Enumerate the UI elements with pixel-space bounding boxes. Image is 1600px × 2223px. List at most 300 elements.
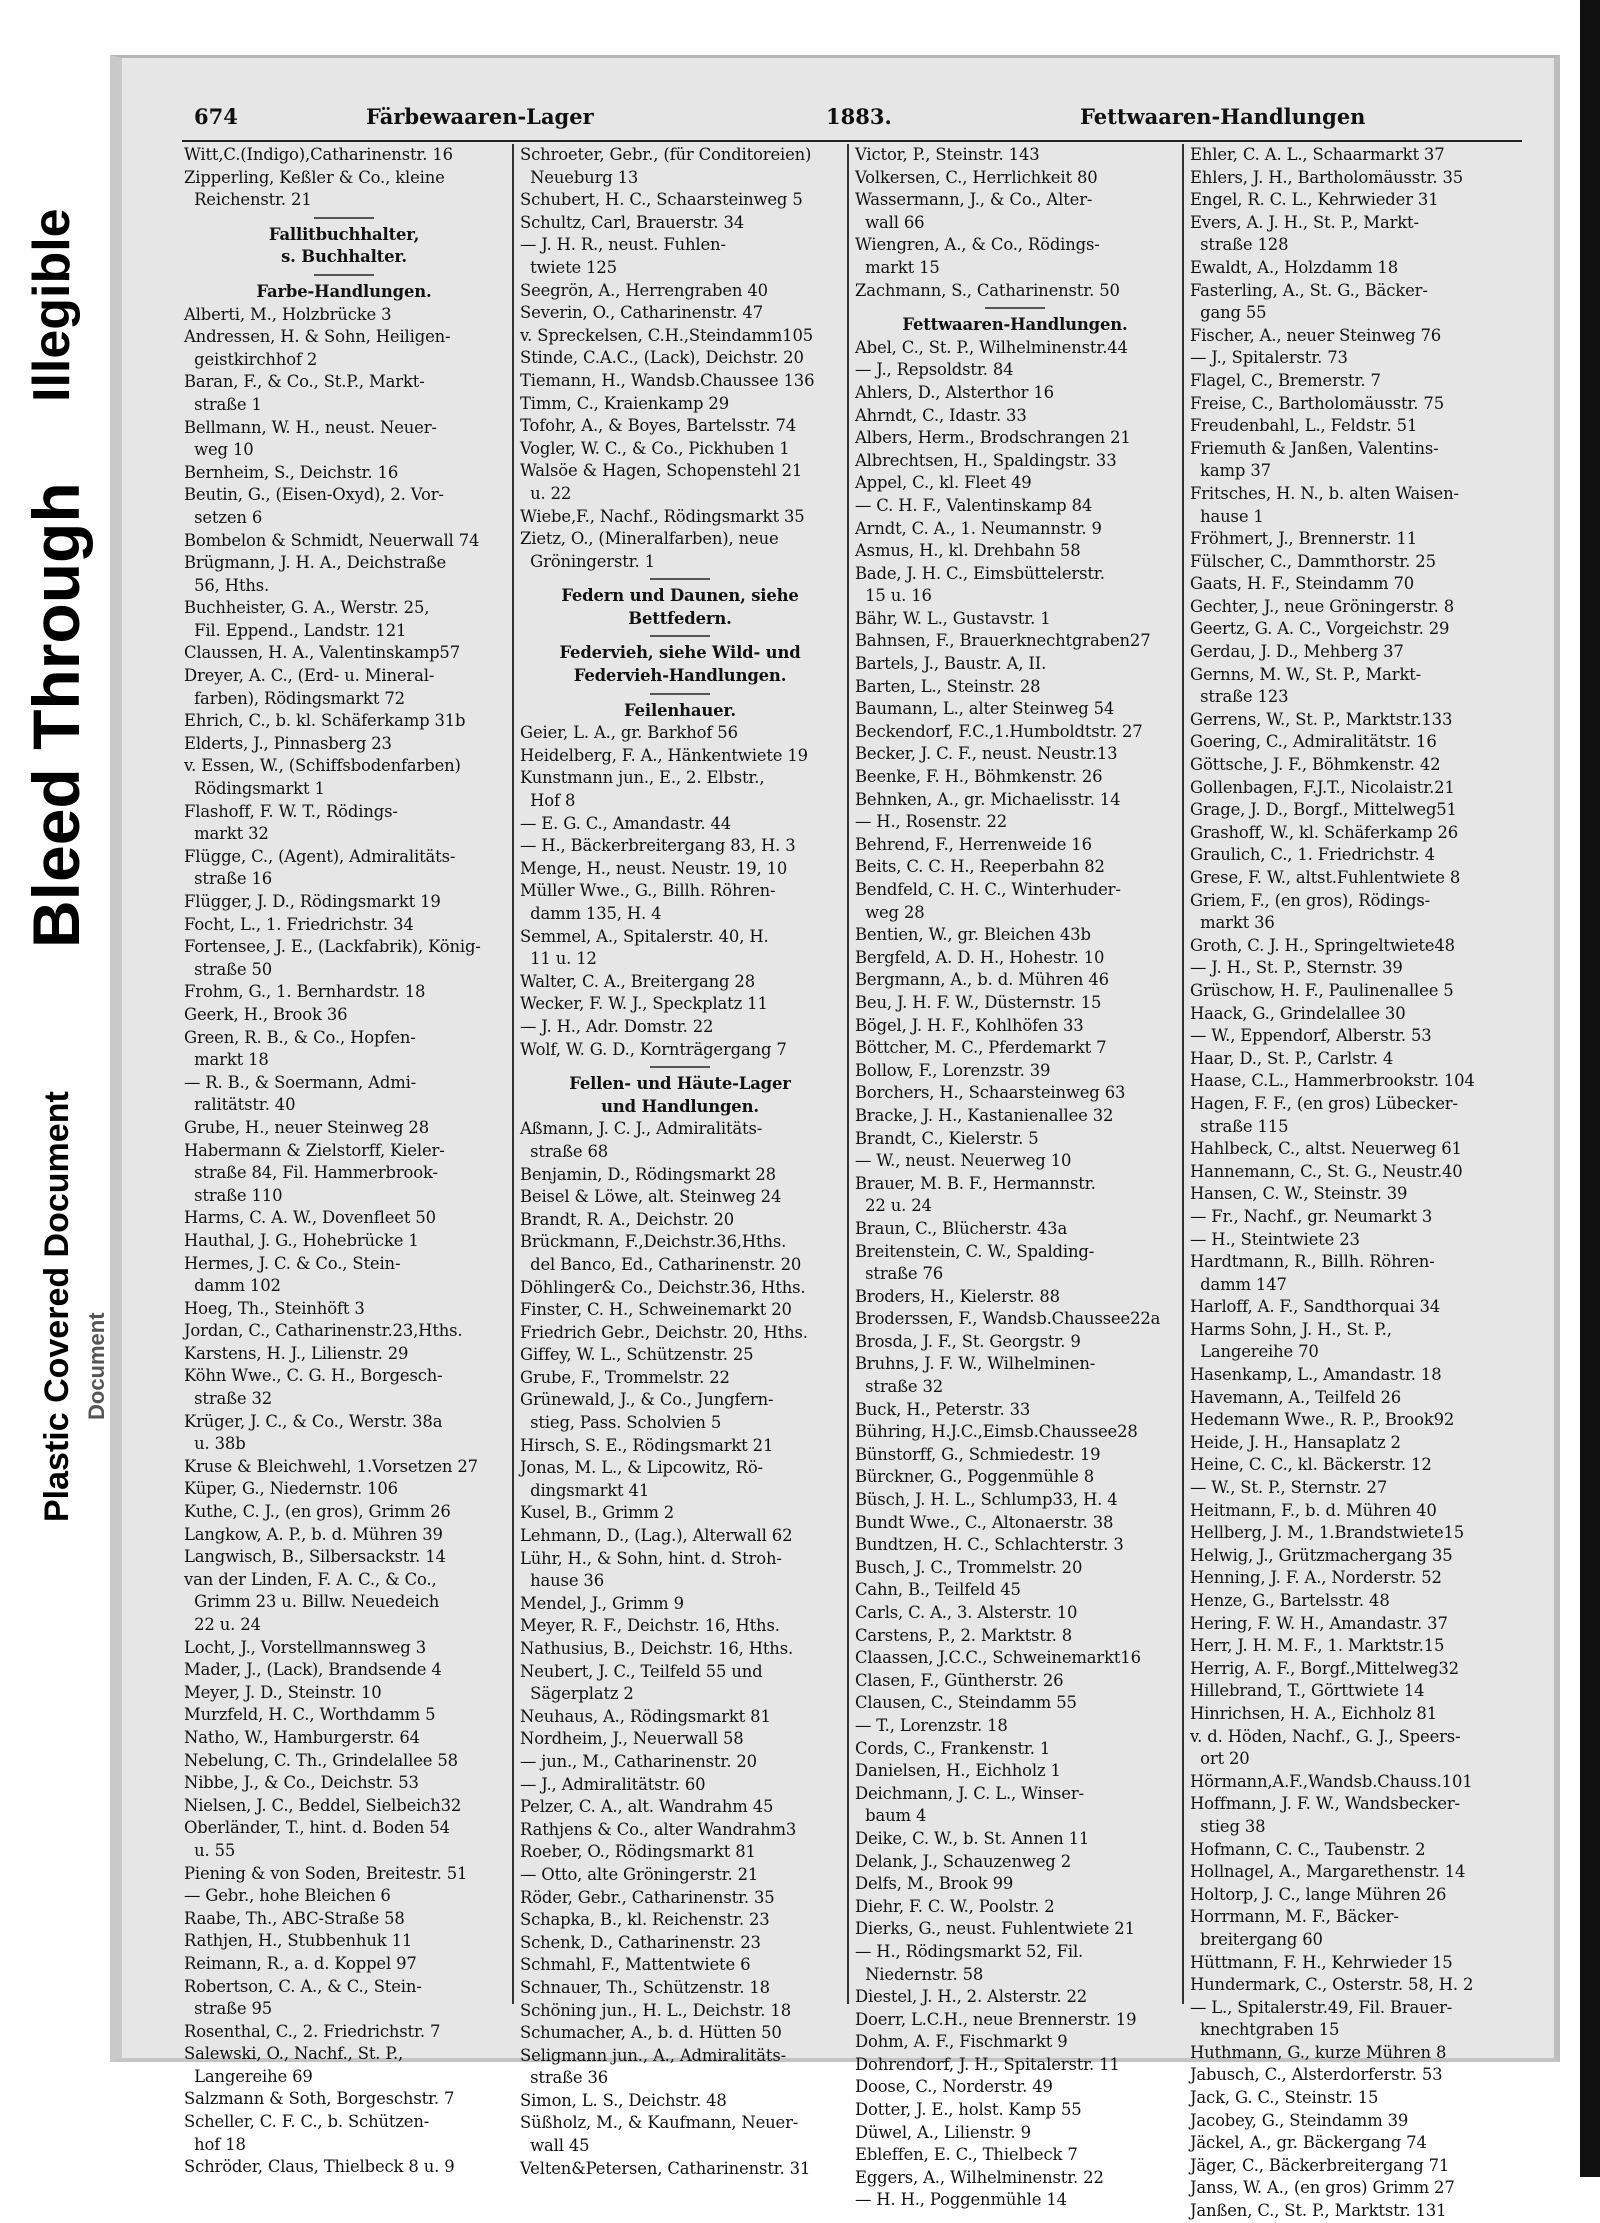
directory-entry: — J. H., Adr. Domstr. 22 (520, 1016, 714, 1036)
directory-entry: Brandt, R. A., Deichstr. 20 (520, 1209, 735, 1229)
directory-entry: Walter, C. A., Breitergang 28 (520, 971, 755, 991)
directory-entry: knechtgraben 15 (1190, 2020, 1340, 2040)
directory-entry: Brosda, J. F., St. Georgstr. 9 (855, 1331, 1081, 1351)
directory-entry: 22 u. 24 (184, 1615, 261, 1634)
directory-entry: Jordan, C., Catharinenstr.23,Hths. (184, 1321, 463, 1341)
directory-entry: Borchers, H., Schaarsteinweg 63 (855, 1083, 1126, 1103)
directory-entry: Bürckner, G., Poggenmühle 8 (855, 1467, 1095, 1487)
directory-entry: Schapka, B., kl. Reichenstr. 23 (520, 1910, 770, 1930)
directory-entry: Fülscher, C., Dammthorstr. 25 (1190, 551, 1436, 571)
directory-entry: Albers, Herm., Brodschrangen 21 (855, 428, 1131, 448)
directory-entry: Broders, H., Kielerstr. 88 (855, 1286, 1060, 1306)
directory-entry: Nathusius, B., Deichstr. 16, Hths. (520, 1639, 794, 1658)
directory-entry: Jonas, M. L., & Lipcowitz, Rö- (520, 1458, 763, 1478)
directory-entry: u. 55 (184, 1840, 236, 1860)
directory-entry: Grimm 23 u. Billw. Neuedeich (184, 1592, 440, 1612)
directory-entry: Salewski, O., Nachf., St. P., (184, 2044, 404, 2064)
directory-entry: v. d. Höden, Nachf., G. J., Speers- (1190, 1726, 1461, 1746)
directory-entry: Deike, C. W., b. St. Annen 11 (855, 1828, 1090, 1848)
header-rule (182, 140, 1522, 142)
directory-entry: straße 50 (184, 959, 273, 979)
directory-entry: Ewaldt, A., Holzdamm 18 (1190, 257, 1398, 277)
directory-entry: Andressen, H. & Sohn, Heiligen- (184, 327, 451, 347)
directory-entry: markt 15 (855, 257, 940, 277)
directory-entry: Horrmann, M. F., Bäcker- (1190, 1907, 1399, 1927)
directory-entry: Goering, C., Admiralitätstr. 16 (1190, 732, 1437, 752)
directory-entry: Schroeter, Gebr., (für Conditoreien) (520, 145, 812, 164)
directory-entry: Cahn, B., Teilfeld 45 (855, 1580, 1021, 1600)
directory-entry: Asmus, H., kl. Drehbahn 58 (855, 541, 1081, 561)
directory-entry: Fröhmert, J., Brennerstr. 11 (1190, 529, 1417, 549)
directory-entry: Rödingsmarkt 1 (184, 779, 325, 799)
directory-entry: Wiebe,F., Nachf., Rödingsmarkt 35 (520, 506, 805, 526)
directory-entry: Carls, C. A., 3. Alsterstr. 10 (855, 1603, 1078, 1622)
directory-entry: Düwel, A., Lilienstr. 9 (855, 2122, 1031, 2142)
directory-entry: straße 32 (855, 1377, 944, 1397)
directory-entry: Doose, C., Norderstr. 49 (855, 2077, 1053, 2097)
column-divider (512, 144, 514, 2004)
directory-entry: del Banco, Ed., Catharinenstr. 20 (520, 1254, 802, 1274)
directory-entry: Murzfeld, H. C., Worthdamm 5 (184, 1705, 436, 1725)
directory-entry: Heidelberg, F. A., Hänkentwiete 19 (520, 745, 808, 765)
directory-entry: Böttcher, M. C., Pferdemarkt 7 (855, 1038, 1107, 1058)
section-divider (650, 693, 710, 695)
directory-entry: Grube, H., neuer Steinweg 28 (184, 1117, 429, 1137)
directory-entry: straße 115 (1190, 1116, 1289, 1136)
directory-entry: — jun., M., Catharinenstr. 20 (520, 1751, 757, 1771)
directory-entry: Nebelung, C. Th., Grindelallee 58 (184, 1750, 458, 1770)
directory-entry: kamp 37 (1190, 461, 1271, 481)
directory-entry: — L., Spitalerstr.49, Fil. Brauer- (1190, 1997, 1453, 2017)
directory-entry: straße 84, Fil. Hammerbrook- (184, 1163, 438, 1183)
directory-entry: Schultz, Carl, Brauerstr. 34 (520, 212, 745, 232)
directory-entry: Brügmann, J. H. A., Deichstraße (184, 553, 447, 573)
directory-entry: geistkirchhof 2 (184, 349, 318, 369)
directory-entry: Kunstmann jun., E., 2. Elbstr., (520, 768, 765, 788)
directory-entry: Claussen, H. A., Valentinskamp57 (184, 643, 460, 663)
directory-entry: straße 32 (184, 1389, 273, 1409)
directory-entry: Zachmann, S., Catharinenstr. 50 (855, 280, 1120, 300)
directory-entry: Neueburg 13 (520, 167, 639, 187)
directory-entry: Appel, C., kl. Fleet 49 (855, 473, 1032, 493)
directory-entry: Green, R. B., & Co., Hopfen- (184, 1027, 416, 1047)
directory-entry: Hering, F. W. H., Amandastr. 37 (1190, 1613, 1448, 1633)
directory-entry: Zipperling, Keßler & Co., kleine (184, 167, 445, 187)
directory-entry: Hollnagel, A., Margarethenstr. 14 (1190, 1862, 1466, 1882)
directory-entry: Becker, J. C. F., neust. Neustr.13 (855, 744, 1118, 764)
directory-entry: Köhn Wwe., C. G. H., Borgesch- (184, 1366, 443, 1386)
directory-entry: Mendel, J., Grimm 9 (520, 1593, 684, 1613)
directory-entry: Dreyer, A. C., (Erd- u. Mineral- (184, 666, 435, 686)
directory-entry: Jack, G. C., Steinstr. 15 (1190, 2088, 1379, 2108)
section-heading: Bettfedern. (628, 608, 732, 628)
directory-entry: Locht, J., Vorstellmannsweg 3 (184, 1637, 426, 1657)
column-divider (847, 144, 849, 2004)
directory-entry: 22 u. 24 (855, 1196, 932, 1216)
directory-entry: Langkow, A. P., b. d. Mühren 39 (184, 1524, 443, 1544)
directory-entry: Bögel, J. H. F., Kohlhöfen 33 (855, 1015, 1084, 1035)
directory-entry: Raabe, Th., ABC-Straße 58 (184, 1908, 405, 1928)
directory-entry: u. 38b (184, 1434, 246, 1454)
directory-entry: Grube, F., Trommelstr. 22 (520, 1367, 730, 1387)
directory-entry: Grese, F. W., altst.Fuhlentwiete 8 (1190, 868, 1461, 887)
directory-entry: Clausen, C., Steindamm 55 (855, 1693, 1077, 1713)
directory-entry: Fortensee, J. E., (Lackfabrik), König- (184, 937, 481, 957)
page-number: 674 (194, 104, 238, 129)
directory-entry: Rathjen, H., Stubbenhuk 11 (184, 1931, 413, 1951)
directory-entry: — J. H., St. P., Sternstr. 39 (1190, 958, 1403, 978)
directory-entry: Mader, J., (Lack), Brandsende 4 (184, 1660, 442, 1680)
directory-entry: Langereihe 70 (1190, 1342, 1319, 1362)
directory-entry: Haack, G., Grindelallee 30 (1190, 1003, 1406, 1023)
directory-entry: Langwisch, B., Silbersackstr. 14 (184, 1547, 446, 1567)
left-running-title: Färbewaaren-Lager (366, 104, 594, 129)
section-heading: Fallitbuchhalter, (268, 224, 420, 244)
directory-entry: baum 4 (855, 1806, 927, 1826)
directory-entry: Sägerplatz 2 (520, 1684, 634, 1704)
directory-entry: Breitenstein, C. W., Spalding- (855, 1241, 1095, 1261)
directory-entry: Müller Wwe., G., Billh. Röhren- (520, 881, 776, 901)
directory-entry: Buck, H., Peterstr. 33 (855, 1399, 1031, 1419)
section-divider (985, 307, 1045, 309)
directory-entry: Huthmann, G., kurze Mühren 8 (1190, 2042, 1447, 2062)
directory-entry: Delank, J., Schauzenweg 2 (855, 1851, 1071, 1871)
directory-entry: — W., St. P., Sternstr. 27 (1190, 1478, 1388, 1498)
directory-entry: Barten, L., Steinstr. 28 (855, 676, 1041, 696)
directory-entry: Victor, P., Steinstr. 143 (855, 145, 1040, 164)
directory-column-4 (1190, 144, 1510, 2221)
directory-entry: Hansen, C. W., Steinstr. 39 (1190, 1184, 1408, 1204)
directory-entry: Schubert, H. C., Schaarsteinweg 5 (520, 190, 803, 210)
directory-entry: Beu, J. H. F. W., Düsternstr. 15 (855, 992, 1102, 1012)
directory-entry: Süßholz, M., & Kaufmann, Neuer- (520, 2113, 799, 2133)
directory-entry: Harms, C. A. W., Dovenfleet 50 (184, 1208, 436, 1228)
directory-entry: straße 16 (184, 869, 273, 889)
directory-entry: Grünewald, J., & Co., Jungfern- (520, 1390, 774, 1410)
directory-entry: straße 36 (520, 2068, 609, 2088)
directory-entry: — H., Steintwiete 23 (1190, 1229, 1360, 1249)
directory-entry: Geertz, G. A. C., Vorgeichstr. 29 (1190, 619, 1450, 639)
directory-entry: Heide, J. H., Hansaplatz 2 (1190, 1432, 1401, 1452)
directory-entry: Reichenstr. 21 (184, 190, 312, 210)
directory-entry: Herr, J. H. M. F., 1. Marktstr.15 (1190, 1636, 1445, 1656)
directory-entry: Grüschow, H. F., Paulinenallee 5 (1190, 980, 1454, 1000)
directory-entry: Graulich, C., 1. Friedrichstr. 4 (1190, 845, 1435, 865)
year-label: 1883. (826, 104, 892, 129)
directory-entry: Rosenthal, C., 2. Friedrichstr. 7 (184, 2021, 441, 2041)
directory-entry: Geier, L. A., gr. Barkhof 56 (520, 723, 738, 743)
directory-entry: Hahlbeck, C., altst. Neuerweg 61 (1190, 1139, 1462, 1159)
directory-entry: straße 1 (184, 394, 262, 414)
directory-entry: Janßen, C., St. P., Marktstr. 131 (1190, 2201, 1447, 2221)
directory-entry: Danielsen, H., Eichholz 1 (855, 1761, 1061, 1781)
directory-entry: Broderssen, F., Wandsb.Chaussee22a (855, 1309, 1161, 1329)
directory-entry: Menge, H., neust. Neustr. 19, 10 (520, 858, 788, 878)
directory-entry: Baran, F., & Co., St.P., Markt- (184, 372, 425, 392)
directory-entry: Hannemann, C., St. G., Neustr.40 (1190, 1161, 1463, 1181)
directory-entry: Doerr, L.C.H., neue Brennerstr. 19 (855, 2009, 1137, 2029)
directory-entry: Vogler, W. C., & Co., Pickhuben 1 (520, 438, 790, 458)
directory-entry: Dohm, A. F., Fischmarkt 9 (855, 2032, 1068, 2052)
directory-entry: — J. H. R., neust. Fuhlen- (520, 235, 726, 255)
directory-entry: Hillebrand, T., Görttwiete 14 (1190, 1681, 1425, 1701)
directory-entry: — E. G. C., Amandastr. 44 (520, 813, 732, 833)
directory-entry: Schröder, Claus, Thielbeck 8 u. 9 (184, 2157, 455, 2177)
directory-entry: Hellberg, J. M., 1.Brandstwiete15 (1190, 1523, 1465, 1543)
directory-entry: dingsmarkt 41 (520, 1480, 650, 1500)
directory-entry: hause 36 (520, 1571, 604, 1591)
directory-entry: Bundtzen, H. C., Schlachterstr. 3 (855, 1535, 1124, 1555)
directory-entry: v. Essen, W., (Schiffsbodenfarben) (184, 756, 461, 776)
directory-entry: Schmahl, F., Mattentwiete 6 (520, 1955, 751, 1975)
directory-entry: Büsch, J. H. L., Schlump33, H. 4 (855, 1490, 1118, 1510)
directory-entry: Beisel & Löwe, alt. Steinweg 24 (520, 1187, 782, 1207)
directory-entry: Wassermann, J., & Co., Alter- (855, 190, 1093, 210)
directory-entry: markt 18 (184, 1050, 269, 1070)
directory-entry: Hermes, J. C. & Co., Stein- (184, 1253, 401, 1273)
directory-entry: twiete 125 (520, 257, 617, 277)
section-heading: s. Buchhalter. (281, 247, 407, 267)
directory-entry: ralitätstr. 40 (184, 1095, 296, 1115)
bleed-through-label: Bleed Through (19, 482, 93, 948)
directory-entry: Gröningerstr. 1 (520, 551, 655, 571)
illegible-label: Illegible (23, 208, 81, 402)
directory-entry: Kruse & Bleichwehl, 1.Vorsetzen 27 (184, 1456, 478, 1476)
directory-entry: Schenk, D., Catharinenstr. 23 (520, 1932, 761, 1952)
directory-entry: Harloff, A. F., Sandthorquai 34 (1190, 1297, 1441, 1317)
directory-entry: Schnauer, Th., Schützenstr. 18 (520, 1977, 770, 1997)
directory-entry: Tofohr, A., & Boyes, Bartelsstr. 74 (520, 416, 797, 436)
directory-entry: Engel, R. C. L., Kehrwieder 31 (1190, 190, 1439, 210)
directory-entry: Braun, C., Blücherstr. 43a (855, 1218, 1068, 1238)
directory-entry: Finster, C. H., Schweinemarkt 20 (520, 1300, 792, 1320)
directory-entry: Pelzer, C. A., alt. Wandrahm 45 (520, 1797, 774, 1817)
scan-annotation-stamps (0, 0, 109, 2177)
directory-entry: Küper, G., Niedernstr. 106 (184, 1479, 398, 1499)
directory-entry: Meyer, J. D., Steinstr. 10 (184, 1682, 382, 1702)
directory-entry: Hardtmann, R., Billh. Röhren- (1190, 1252, 1435, 1272)
directory-entry: — Fr., Nachf., gr. Neumarkt 3 (1190, 1206, 1433, 1226)
directory-entry: Deichmann, J. C. L., Winser- (855, 1783, 1084, 1803)
directory-entry: Jäckel, A., gr. Bäckergang 74 (1190, 2133, 1427, 2153)
directory-entry: Aßmann, J. C. J., Admiralitäts- (520, 1119, 763, 1139)
directory-entry: Karstens, H. J., Lilienstr. 29 (184, 1343, 409, 1363)
directory-entry: ort 20 (1190, 1749, 1250, 1769)
directory-entry: Grashoff, W., kl. Schäferkamp 26 (1190, 822, 1459, 842)
directory-entry: Henning, J. F. A., Norderstr. 52 (1190, 1568, 1442, 1588)
directory-entry: Lehmann, D., (Lag.), Alterwall 62 (520, 1526, 793, 1546)
directory-entry: Semmel, A., Spitalerstr. 40, H. (520, 926, 769, 946)
directory-entry: Stinde, C.A.C., (Lack), Deichstr. 20 (520, 348, 804, 368)
directory-entry: Gollenbagen, F.J.T., Nicolaistr.21 (1190, 777, 1455, 797)
directory-entry: Bracke, J. H., Kastanienallee 32 (855, 1105, 1114, 1125)
directory-entry: Albrechtsen, H., Spaldingstr. 33 (855, 450, 1117, 470)
directory-entry: Robertson, C. A., & C., Stein- (184, 1976, 422, 1996)
directory-entry: Simon, L. S., Deichstr. 48 (520, 2090, 727, 2110)
directory-entry: Flügger, J. D., Rödingsmarkt 19 (184, 892, 441, 911)
directory-entry: Hoffmann, J. F. W., Wandsbecker- (1190, 1794, 1460, 1814)
section-divider (650, 1066, 710, 1068)
section-divider (314, 274, 374, 276)
section-divider (650, 578, 710, 580)
directory-entry: Janss, W. A., (en gros) Grimm 27 (1190, 2178, 1455, 2198)
directory-entry: straße 123 (1190, 687, 1289, 707)
directory-entry: Roeber, O., Rödingsmarkt 81 (520, 1842, 756, 1862)
column-divider (1182, 144, 1184, 2004)
directory-entry: Abel, C., St. P., Wilhelminenstr.44 (855, 337, 1128, 357)
directory-entry: Bünstorff, G., Schmiedestr. 19 (855, 1444, 1101, 1464)
directory-entry: Bernheim, S., Deichstr. 16 (184, 462, 399, 482)
directory-entry: damm 147 (1190, 1274, 1287, 1294)
directory-entry: Ehler, C. A. L., Schaarmarkt 37 (1190, 145, 1445, 164)
directory-entry: Zietz, O., (Mineralfarben), neue (520, 529, 779, 549)
directory-entry: Henze, G., Bartelsstr. 48 (1190, 1591, 1390, 1610)
directory-entry: — J., Admiralitätstr. 60 (520, 1774, 706, 1794)
directory-entry: Röder, Gebr., Catharinenstr. 35 (520, 1887, 775, 1907)
directory-entry: Behnken, A., gr. Michaelisstr. 14 (855, 789, 1121, 809)
directory-entry: wall 45 (520, 2136, 590, 2156)
directory-entry: — W., Eppendorf, Alberstr. 53 (1190, 1026, 1432, 1046)
directory-entry: Eggers, A., Wilhelminenstr. 22 (855, 2167, 1104, 2187)
directory-entry: Habermann & Zielstorff, Kieler- (184, 1140, 445, 1160)
directory-entry: Carstens, P., 2. Marktstr. 8 (855, 1625, 1073, 1645)
directory-entry: 15 u. 16 (855, 586, 932, 606)
directory-entry: Cords, C., Frankenstr. 1 (855, 1738, 1051, 1758)
directory-entry: Herrig, A. F., Borgf.,Mittelweg32 (1190, 1658, 1459, 1678)
directory-entry: weg 28 (855, 902, 925, 922)
directory-entry: Baumann, L., alter Steinweg 54 (855, 699, 1115, 719)
directory-entry: Seegrön, A., Herrengraben 40 (520, 280, 768, 300)
directory-entry: Severin, O., Catharinenstr. 47 (520, 303, 763, 323)
directory-entry: Harms Sohn, J. H., St. P., (1190, 1319, 1392, 1339)
section-heading: Federn und Daunen, siehe (561, 586, 799, 606)
directory-entry: straße 110 (184, 1185, 283, 1205)
directory-entry: Ahrndt, C., Idastr. 33 (855, 405, 1027, 425)
directory-entry: straße 95 (184, 1999, 273, 2019)
directory-entry: wall 66 (855, 212, 925, 232)
directory-entry: Diehr, F. C. W., Poolstr. 2 (855, 1896, 1055, 1916)
directory-entry: Groth, C. J. H., Springeltwiete48 (1190, 935, 1455, 955)
section-heading: Federvieh-Handlungen. (573, 666, 787, 686)
directory-entry: Neubert, J. C., Teilfeld 55 und (520, 1661, 763, 1681)
directory-entry: Focht, L., 1. Friedrichstr. 34 (184, 914, 414, 934)
directory-entry: farben), Rödingsmarkt 72 (184, 688, 405, 708)
directory-entry: Delfs, M., Brook 99 (855, 1874, 1014, 1894)
directory-entry: Bruhns, J. F. W., Wilhelminen- (855, 1354, 1096, 1374)
directory-entry: Heitmann, F., b. d. Mühren 40 (1190, 1500, 1437, 1520)
directory-entry: Beutin, G., (Eisen-Oxyd), 2. Vor- (184, 485, 444, 505)
directory-entry: Gerrens, W., St. P., Marktstr.133 (1190, 709, 1453, 729)
directory-entry: Alberti, M., Holzbrücke 3 (184, 304, 392, 324)
directory-entry: Bergfeld, A. D. H., Hohestr. 10 (855, 947, 1105, 967)
directory-entry: Flügge, C., (Agent), Admiralitäts- (184, 846, 456, 866)
directory-entry: Dierks, G., neust. Fuhlentwiete 21 (855, 1919, 1135, 1939)
directory-entry: Kusel, B., Grimm 2 (520, 1503, 675, 1523)
directory-entry: Bergmann, A., b. d. Mühren 46 (855, 970, 1109, 990)
directory-entry: Friemuth & Janßen, Valentins- (1190, 438, 1439, 458)
directory-entry: Arndt, C. A., 1. Neumannstr. 9 (855, 518, 1102, 538)
directory-entry: Buchheister, G. A., Werstr. 25, (184, 598, 430, 618)
directory-entry: gang 55 (1190, 303, 1267, 323)
directory-entry: Dohrendorf, J. H., Spitalerstr. 11 (855, 2054, 1120, 2074)
directory-entry: Brückmann, F.,Deichstr.36,Hths. (520, 1232, 787, 1252)
directory-entry: 56, Hths. (184, 575, 270, 595)
directory-entry: — H., Rödingsmarkt 52, Fil. (855, 1941, 1084, 1961)
directory-entry: Kuthe, C. J., (en gros), Grimm 26 (184, 1502, 451, 1522)
directory-entry: Hedemann Wwe., R. P., Brook92 (1190, 1410, 1455, 1430)
directory-entry: Diestel, J. H., 2. Alsterstr. 22 (855, 1987, 1088, 2007)
directory-entry: markt 32 (184, 824, 269, 844)
directory-entry: Flashoff, F. W. T., Rödings- (184, 801, 398, 821)
directory-entry: Jacobey, G., Steindamm 39 (1190, 2110, 1409, 2130)
directory-entry: Nielsen, J. C., Beddel, Sielbeich32 (184, 1795, 462, 1815)
directory-entry: Schumacher, A., b. d. Hütten 50 (520, 2023, 782, 2043)
directory-entry: stieg, Pass. Scholvien 5 (520, 1413, 722, 1433)
directory-entry: Friedrich Gebr., Deichstr. 20, Hths. (520, 1322, 808, 1342)
directory-entry: Benjamin, D., Rödingsmarkt 28 (520, 1164, 776, 1184)
directory-entry: Fil. Eppend., Landstr. 121 (184, 620, 407, 640)
directory-entry: Gaats, H. F., Steindamm 70 (1190, 574, 1415, 594)
scan-dark-edge (1580, 0, 1600, 2177)
directory-entry: Bollow, F., Lorenzstr. 39 (855, 1060, 1051, 1080)
directory-entry: Grage, J. D., Borgf., Mittelweg51 (1190, 800, 1457, 820)
directory-entry: Dotter, J. E., holst. Kamp 55 (855, 2100, 1082, 2120)
directory-entry: Haase, C.L., Hammerbrookstr. 104 (1190, 1071, 1475, 1091)
directory-entry: Tiemann, H., Wandsb.Chaussee 136 (520, 370, 815, 390)
directory-entry: — C. H. F., Valentinskamp 84 (855, 495, 1093, 515)
directory-entry: hause 1 (1190, 506, 1264, 526)
directory-entry: Hasenkamp, L., Amandastr. 18 (1190, 1365, 1442, 1385)
directory-entry: Bombelon & Schmidt, Neuerwall 74 (184, 530, 480, 550)
directory-entry: Krüger, J. C., & Co., Werstr. 38a (184, 1411, 443, 1431)
directory-entry: — H., Rosenstr. 22 (855, 812, 1008, 832)
directory-column-3 (855, 144, 1175, 2210)
directory-entry: Nordheim, J., Neuerwall 58 (520, 1729, 744, 1749)
directory-entry: Gechter, J., neue Gröningerstr. 8 (1190, 596, 1455, 616)
directory-entry: damm 135, H. 4 (520, 904, 662, 923)
directory-entry: — W., neust. Neuerweg 10 (855, 1151, 1072, 1171)
directory-entry: Natho, W., Hamburgerstr. 64 (184, 1727, 420, 1747)
directory-entry: Frohm, G., 1. Bernhardstr. 18 (184, 982, 426, 1002)
plastic-covered-label: Plastic Covered Document (38, 1091, 76, 1522)
directory-entry: Bellmann, W. H., neust. Neuer- (184, 417, 437, 437)
directory-entry: — J., Repsoldstr. 84 (855, 360, 1014, 380)
directory-entry: — Otto, alte Gröningerstr. 21 (520, 1864, 759, 1884)
directory-column-1 (184, 144, 504, 2177)
directory-entry: Jabusch, C., Alsterdorferstr. 53 (1190, 2065, 1443, 2085)
directory-entry: Volkersen, C., Herrlichkeit 80 (855, 167, 1098, 187)
directory-entry: Piening & von Soden, Breitestr. 51 (184, 1863, 468, 1883)
directory-entry: Witt,C.(Indigo),Catharinenstr. 16 (184, 145, 453, 164)
directory-entry: breitergang 60 (1190, 1929, 1323, 1949)
directory-entry: — H. H., Poggenmühle 14 (855, 2190, 1067, 2210)
directory-column-2 (520, 144, 840, 2178)
directory-entry: Claassen, J.C.C., Schweinemarkt16 (855, 1648, 1141, 1668)
directory-entry: — H., Bäckerbreitergang 83, H. 3 (520, 836, 796, 856)
directory-entry: Beits, C. C. H., Reeperbahn 82 (855, 857, 1105, 877)
faint-document-label: Document (84, 1312, 109, 1420)
directory-entry: Helwig, J., Grützmachergang 35 (1190, 1545, 1453, 1565)
directory-entry: Ehlers, J. H., Bartholomäusstr. 35 (1190, 167, 1464, 187)
directory-entry: — Gebr., hohe Bleichen 6 (184, 1886, 391, 1906)
section-heading: Fellen- und Häute-Lager (569, 1074, 791, 1094)
directory-entry: Velten&Petersen, Catharinenstr. 31 (520, 2158, 811, 2178)
directory-entry: Ahlers, D., Alsterthor 16 (855, 382, 1054, 402)
directory-entry: Wiengren, A., & Co., Rödings- (855, 235, 1100, 255)
directory-entry: Evers, A. J. H., St. P., Markt- (1190, 212, 1419, 232)
directory-entry: Elderts, J., Pinnasberg 23 (184, 733, 392, 753)
directory-entry: Bartels, J., Baustr. A, II. (855, 654, 1047, 674)
